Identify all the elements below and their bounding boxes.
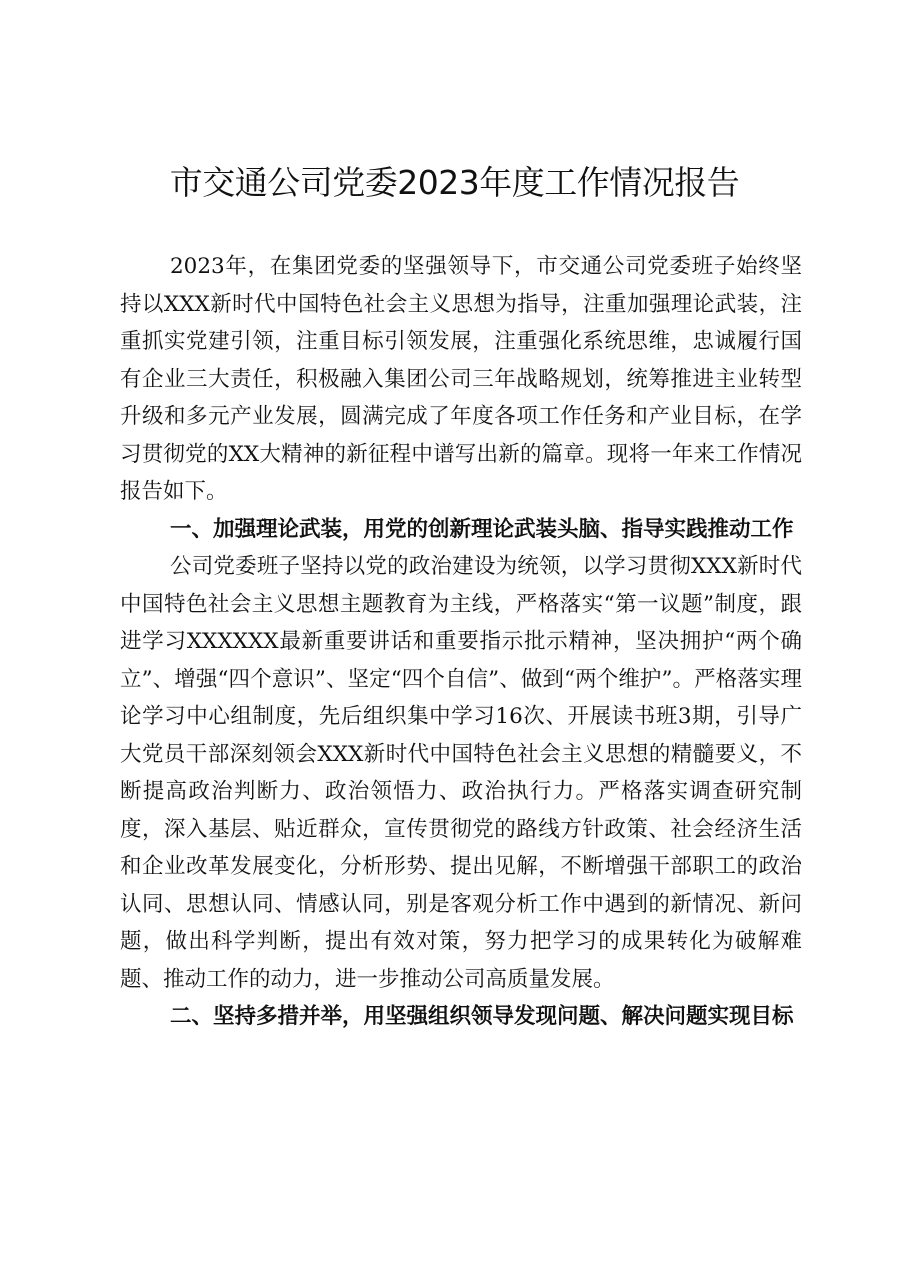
- document-title: 市交通公司党委2023年度工作情况报告: [169, 163, 740, 202]
- section-1-paragraph: 公司党委班子坚持以党的政治建设为统领，以学习贯彻XXX新时代中国特色社会主义思想主题教育为主线，严格落实“第一议题”制度，跟进学习XXXXXX最新重要讲话和重要指示批示精神，坚决拥护“两个确立”、增强“四个意识”、坚定“四个自信”、做到“两个维护”。严格落实理论学习中心组制度，先后组织集中学习16次、开展读书班3期，引导广大党员干部深刻领会XXX新时代中国特色社会主义思想的精髓要义，不断提高政治判断力、政治领悟力、政治执行力。严格落实调查研究制度，深入基层、贴近群众，宣传贯彻党的路线方针政策、社会经济生活和企业改革发展变化，分析形势、提出见解，不断增强干部职工的政治认同、思想认同、情感认同，别是客观分析工作中遇到的新情况、新问题，做出科学判断，提出有效对策，努力把学习的成果转化为破解难题、推动工作的动力，进一步推动公司高质量发展。: [120, 554, 802, 992]
- section-1-heading: 一、加强理论武装，用党的创新理论武装头脑、指导实践推动工作: [170, 516, 794, 542]
- document-body: [120, 248, 802, 1036]
- intro-paragraph: 2023年，在集团党委的坚强领导下，市交通公司党委班子始终坚持以XXX新时代中国特色社会主义思想为指导，注重加强理论武装，注重抓实党建引领，注重目标引领发展，注重强化系统思维，忠诚履行国有企业三大责任，积极融入集团公司三年战略规划，统筹推进主业转型升级和多元产业发展，圆满完成了年度各项工作任务和产业目标，在学习贯彻党的XX大精神的新征程中谱写出新的篇章。现将一年来工作情况报告如下。: [120, 254, 802, 504]
- section-2-heading: 二、坚持多措并举，用坚强组织领导发现问题、解决问题实现目标: [170, 1004, 794, 1029]
